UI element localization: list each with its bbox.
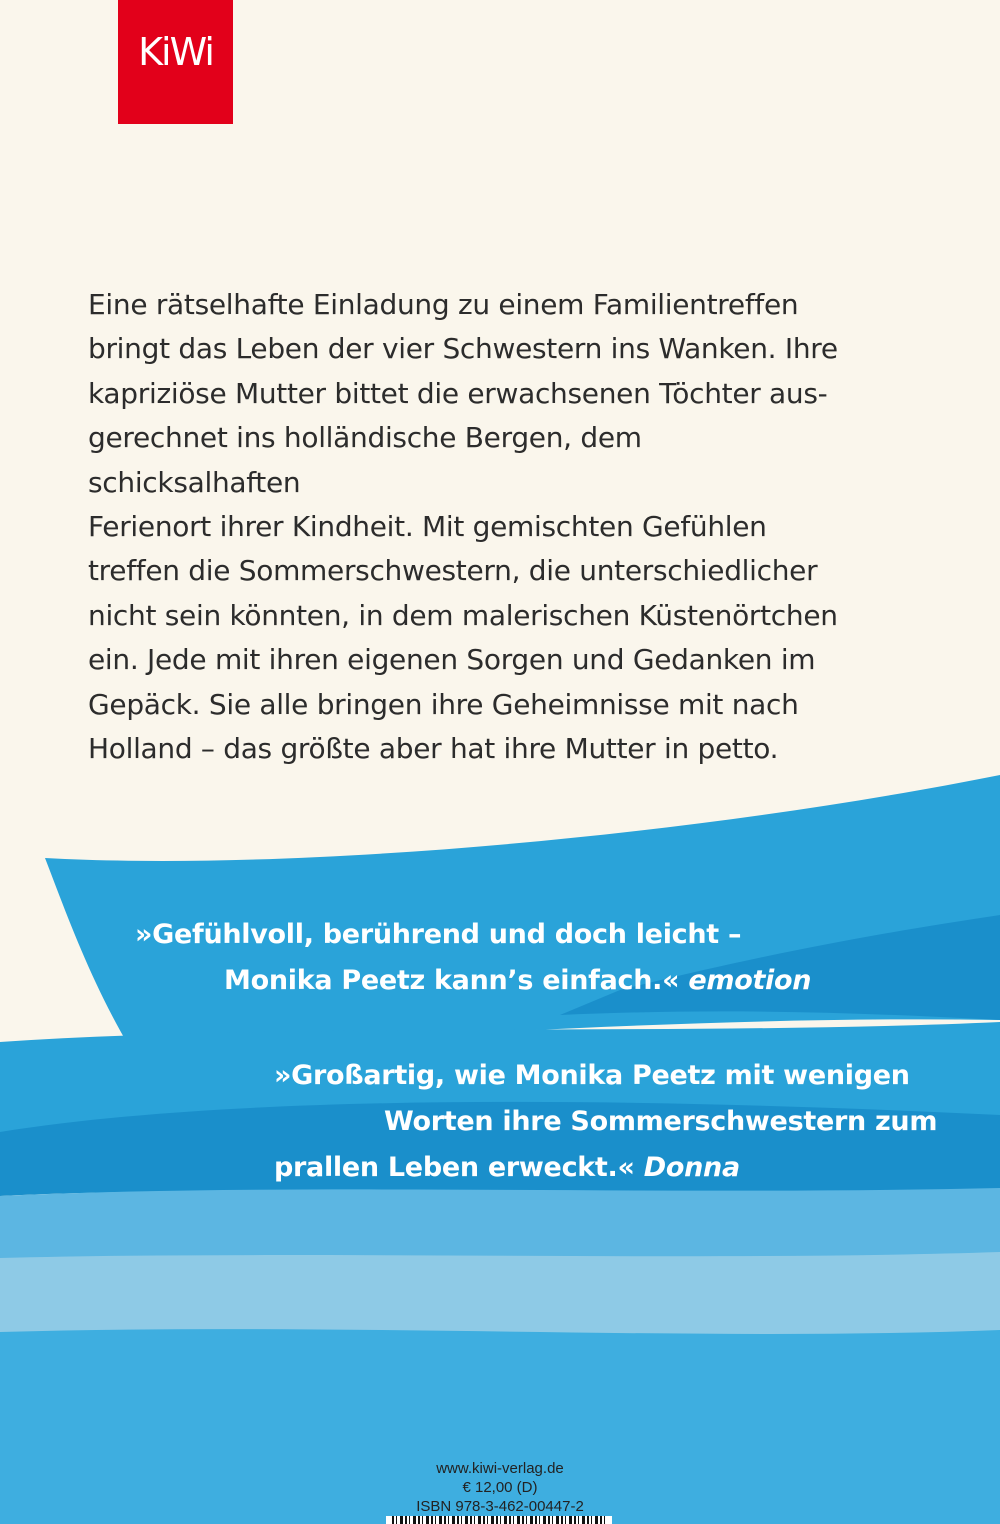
blurb-line: treffen die Sommerschwestern, die unterschiedlicher xyxy=(88,554,818,588)
isbn-label: ISBN 978-3-462-00447-2 xyxy=(416,1498,584,1515)
blurb-text xyxy=(88,283,848,771)
blurb-line: Holland – das größte aber hat ihre Mutter in petto. xyxy=(88,732,779,766)
quote-2-text: prallen Leben erweckt.« xyxy=(274,1152,635,1183)
blurb-line: Ferienort ihrer Kindheit. Mit gemischten Gefühlen xyxy=(88,510,767,544)
blurb-line: Gepäck. Sie alle bringen ihre Geheimnisse mit nach xyxy=(88,687,799,721)
wave-light-band xyxy=(0,1252,1000,1340)
kiwi-logo-text: KiWi xyxy=(138,30,213,74)
quote-1-line-2 xyxy=(224,958,811,1004)
quote-1-line-1: »Gefühlvoll, berührend und doch leicht – xyxy=(135,919,742,950)
blurb-line: kapriziöse Mutter bittet die erwachsenen Töchter aus- xyxy=(88,376,828,410)
quote-2-line-3 xyxy=(274,1145,740,1191)
publisher-info xyxy=(400,1459,600,1516)
blurb-line: bringt das Leben der vier Schwestern ins Wanken. Ihre xyxy=(88,332,838,366)
website-link[interactable]: www.kiwi-verlag.de xyxy=(436,1460,564,1477)
blurb-line: Eine rätselhafte Einladung zu einem Familientreffen xyxy=(88,288,799,321)
kiwi-logo xyxy=(118,0,233,124)
quote-2-source: Donna xyxy=(643,1152,740,1183)
barcode xyxy=(392,1516,606,1524)
quote-1-text: Monika Peetz kann’s einfach.« xyxy=(224,965,680,996)
blurb-line: ein. Jede mit ihren eigenen Sorgen und Gedanken im xyxy=(88,643,816,677)
quote-1-source: emotion xyxy=(688,965,812,996)
quote-2-line-2: Worten ihre Sommerschwestern zum xyxy=(384,1106,938,1137)
price-label: € 12,00 (D) xyxy=(462,1479,538,1496)
blurb-line: nicht sein könnten, in dem malerischen Küstenörtchen xyxy=(88,598,838,632)
quote-2-line-1: »Großartig, wie Monika Peetz mit wenigen xyxy=(274,1060,910,1091)
blurb-line: gerechnet ins holländische Bergen, dem schicksalhaften xyxy=(88,421,642,499)
